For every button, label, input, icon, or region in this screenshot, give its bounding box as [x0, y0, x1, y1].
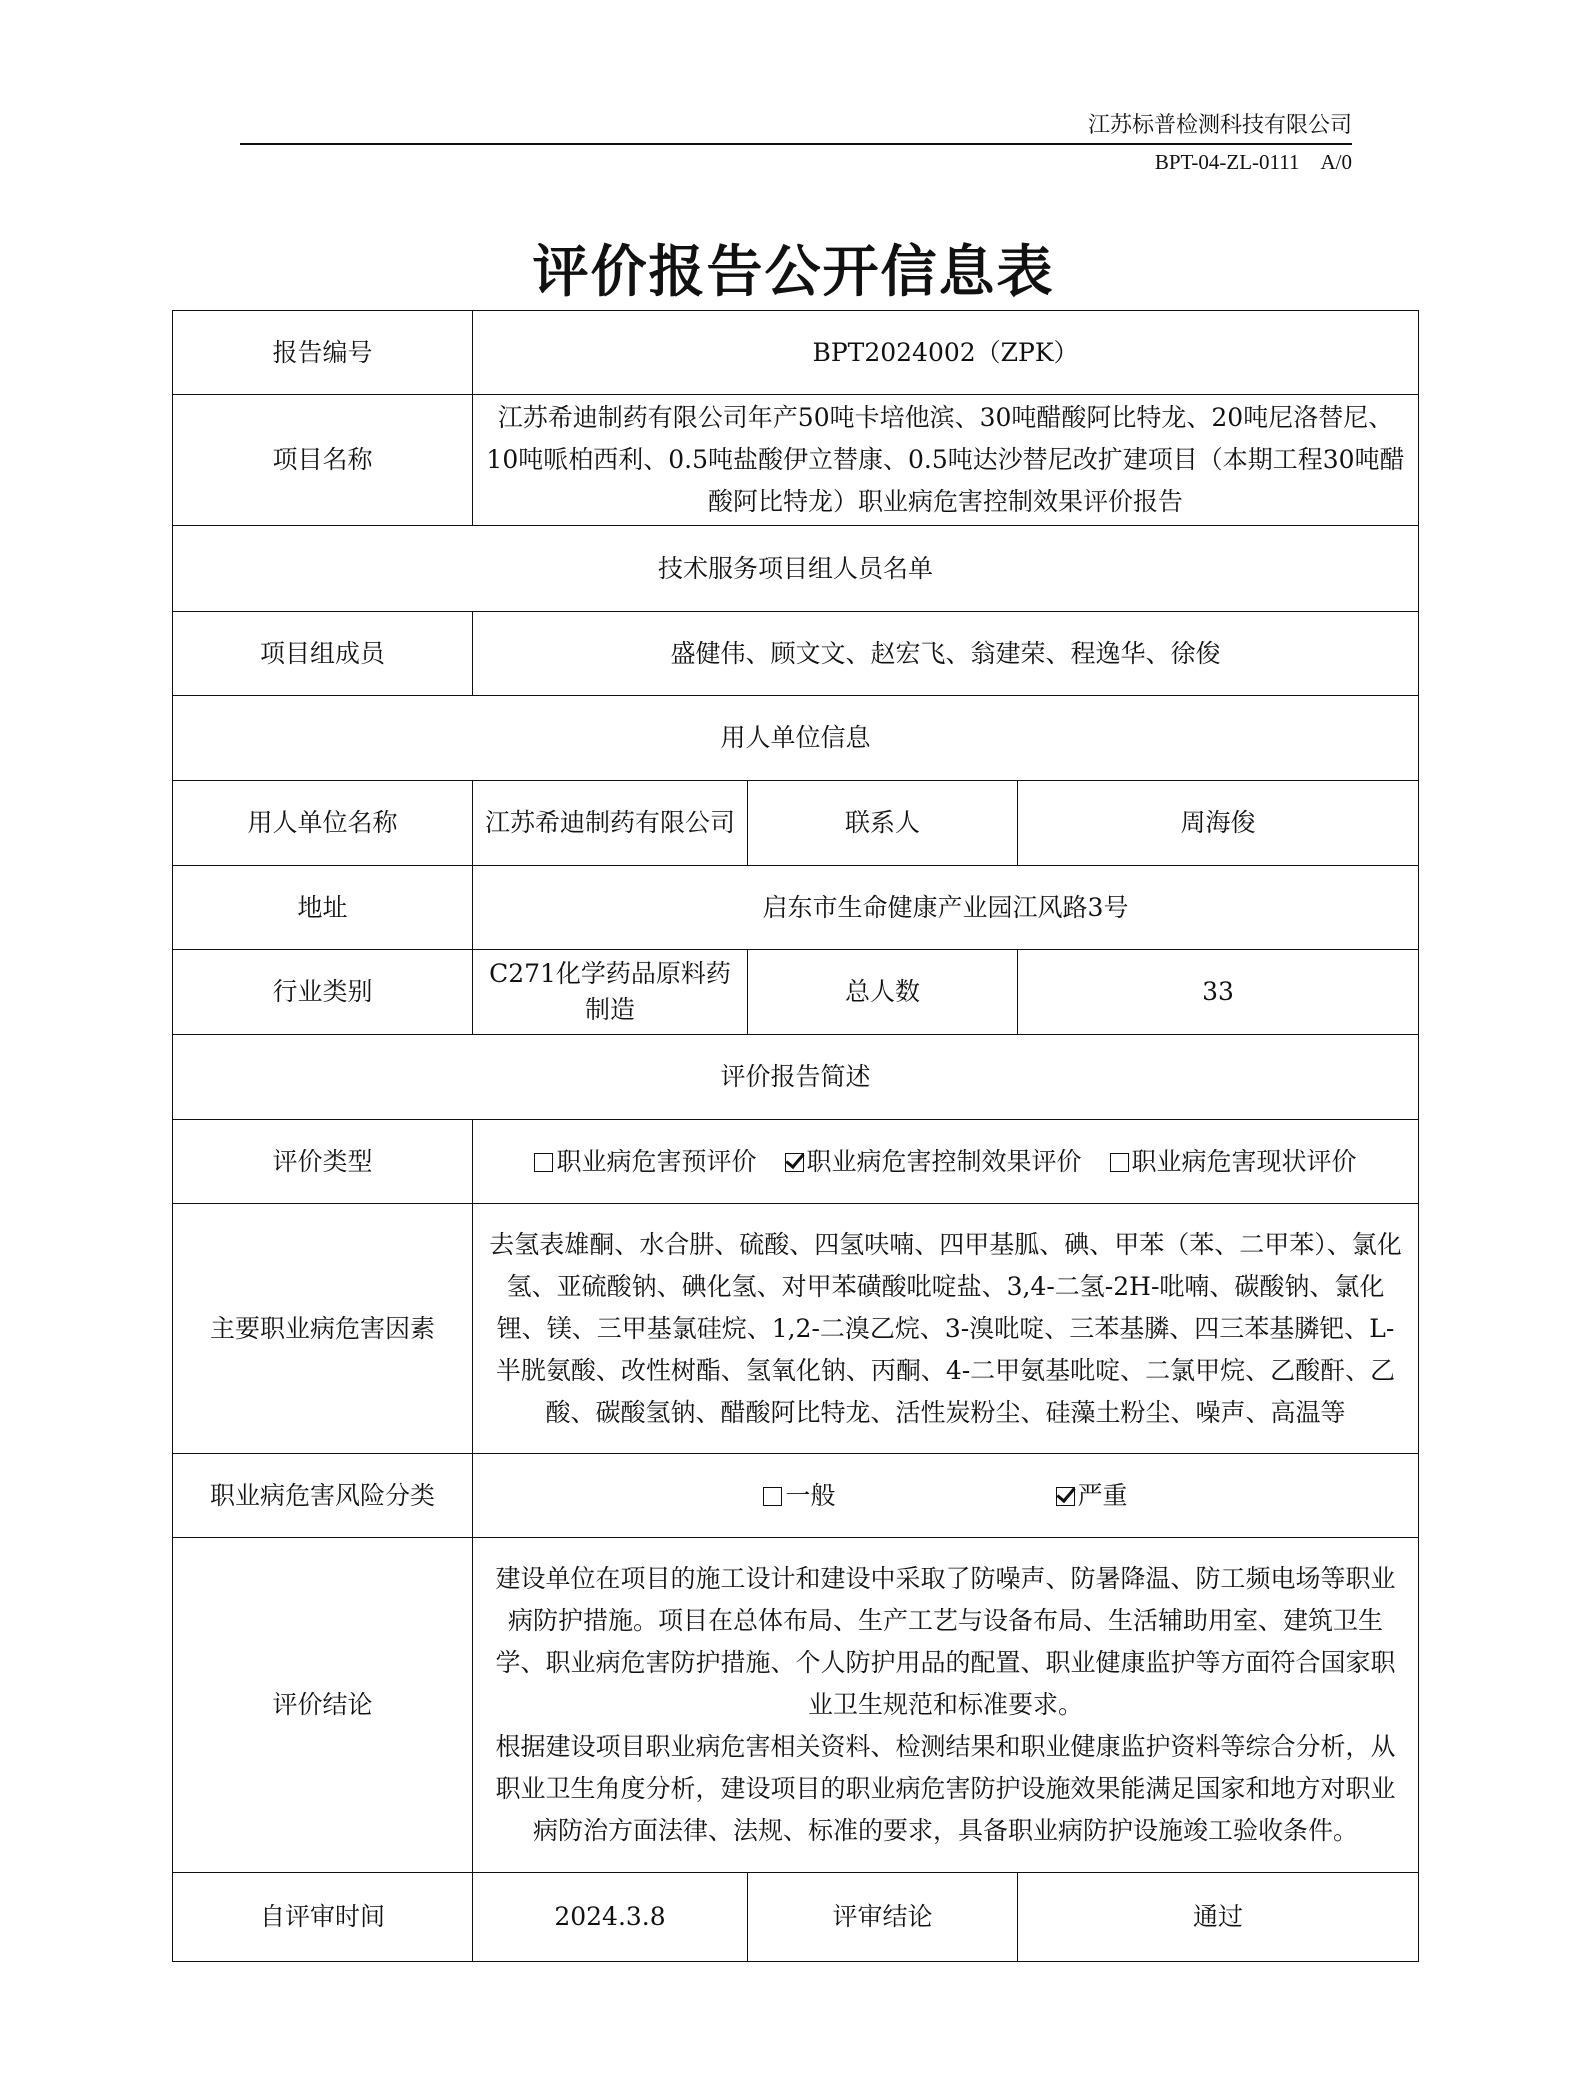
row-employer-name — [173, 781, 1419, 866]
row-team-section — [173, 526, 1419, 612]
eval-type-option[interactable] — [534, 1141, 756, 1183]
summary-section-heading: 评价报告简述 — [173, 1035, 1419, 1120]
hazards-label: 主要职业病危害因素 — [173, 1204, 473, 1454]
review-time-label: 自评审时间 — [173, 1873, 473, 1962]
conclusion-value — [473, 1538, 1419, 1873]
eval-type-option[interactable] — [1110, 1141, 1357, 1183]
team-members-value: 盛健伟、顾文文、赵宏飞、翁建荣、程逸华、徐俊 — [473, 612, 1419, 696]
conclusion-paragraph: 根据建设项目职业病危害相关资料、检测结果和职业健康监护资料等综合分析，从职业卫生角度分析，建设项目的职业病危害防护设施效果能满足国家和地方对职业病防治方面法律、法规、标准的要求，具备职业病防护设施竣工验收条件。 — [495, 1732, 1396, 1845]
checkbox-checked-icon[interactable] — [1056, 1487, 1075, 1506]
checkbox-icon[interactable] — [1110, 1153, 1129, 1172]
row-conclusion — [173, 1538, 1419, 1873]
row-project-name — [173, 395, 1419, 526]
info-table — [172, 310, 1419, 1962]
row-report-no — [173, 311, 1419, 395]
headcount-label: 总人数 — [748, 950, 1018, 1035]
checkbox-icon[interactable] — [534, 1153, 553, 1172]
row-employer-section — [173, 696, 1419, 781]
checkbox-icon[interactable] — [763, 1487, 782, 1506]
conclusion-label: 评价结论 — [173, 1538, 473, 1873]
row-review — [173, 1873, 1419, 1962]
risk-option-label: 一般 — [785, 1480, 836, 1510]
address-label: 地址 — [173, 866, 473, 950]
eval-type-options — [473, 1120, 1419, 1204]
team-section-heading: 技术服务项目组人员名单 — [173, 526, 1419, 612]
company-name: 江苏标普检测科技有限公司 — [1087, 113, 1352, 138]
employer-name-label: 用人单位名称 — [173, 781, 473, 866]
checkbox-checked-icon[interactable] — [785, 1153, 804, 1172]
row-eval-type — [173, 1120, 1419, 1204]
risk-label: 职业病危害风险分类 — [173, 1454, 473, 1538]
address-value: 启东市生命健康产业园江风路3号 — [473, 866, 1419, 950]
review-result-label: 评审结论 — [748, 1873, 1018, 1962]
headcount-value: 33 — [1018, 950, 1419, 1035]
report-no-label: 报告编号 — [173, 311, 473, 395]
industry-label: 行业类别 — [173, 950, 473, 1035]
row-hazards — [173, 1204, 1419, 1454]
report-no-value: BPT2024002（ZPK） — [473, 311, 1419, 395]
industry-value: C271化学药品原料药制造 — [473, 950, 748, 1035]
employer-section-heading: 用人单位信息 — [173, 696, 1419, 781]
review-time-value: 2024.3.8 — [473, 1873, 748, 1962]
eval-type-option-label: 职业病危害预评价 — [556, 1146, 757, 1176]
project-name-label: 项目名称 — [173, 395, 473, 526]
eval-type-option[interactable] — [785, 1141, 1082, 1183]
contact-value: 周海俊 — [1018, 781, 1419, 866]
header-divider — [240, 143, 1352, 145]
conclusion-paragraph: 建设单位在项目的施工设计和建设中采取了防噪声、防暑降温、防工频电场等职业病防护措施。项目在总体布局、生产工艺与设备布局、生活辅助用室、建筑卫生学、职业病危害防护措施、个人防护用品的配置、职业健康监护等方面符合国家职业卫生规范和标准要求。 — [495, 1564, 1396, 1719]
row-address — [173, 866, 1419, 950]
row-summary-section — [173, 1035, 1419, 1120]
hazards-value: 去氢表雄酮、水合肼、硫酸、四氢呋喃、四甲基胍、碘、甲苯（苯、二甲苯）、氯化氢、亚硫酸钠、碘化氢、对甲苯磺酸吡啶盐、3,4-二氢-2H-吡喃、碳酸钠、氯化锂、镁、三甲基氯硅烷、1,2-二溴乙烷、3-溴吡啶、三苯基膦、四三苯基膦钯、L-半胱氨酸、改性树酯、氢氧化钠、丙酮、4-二甲氨基吡啶、二氯甲烷、乙酸酐、乙酸、碳酸氢钠、醋酸阿比特龙、活性炭粉尘、硅藻土粉尘、噪声、高温等 — [473, 1204, 1419, 1454]
contact-label: 联系人 — [748, 781, 1018, 866]
risk-option[interactable] — [1056, 1475, 1128, 1517]
project-name-value: 江苏希迪制药有限公司年产50吨卡培他滨、30吨醋酸阿比特龙、20吨尼洛替尼、10吨哌柏西利、0.5吨盐酸伊立替康、0.5吨达沙替尼改扩建项目（本期工程30吨醋酸阿比特龙）职业病危害控制效果评价报告 — [473, 395, 1419, 526]
risk-option-label: 严重 — [1077, 1480, 1128, 1510]
employer-name-value: 江苏希迪制药有限公司 — [473, 781, 748, 866]
page-title: 评价报告公开信息表 — [532, 239, 1055, 305]
risk-options — [473, 1454, 1419, 1538]
eval-type-label: 评价类型 — [173, 1120, 473, 1204]
row-team-members — [173, 612, 1419, 696]
eval-type-option-label: 职业病危害控制效果评价 — [806, 1146, 1082, 1176]
team-members-label: 项目组成员 — [173, 612, 473, 696]
risk-option[interactable] — [763, 1475, 835, 1517]
document-code: BPT-04-ZL-0111 A/0 — [1154, 150, 1352, 174]
row-industry — [173, 950, 1419, 1035]
row-risk — [173, 1454, 1419, 1538]
eval-type-option-label: 职业病危害现状评价 — [1131, 1146, 1357, 1176]
review-result-value: 通过 — [1018, 1873, 1419, 1962]
